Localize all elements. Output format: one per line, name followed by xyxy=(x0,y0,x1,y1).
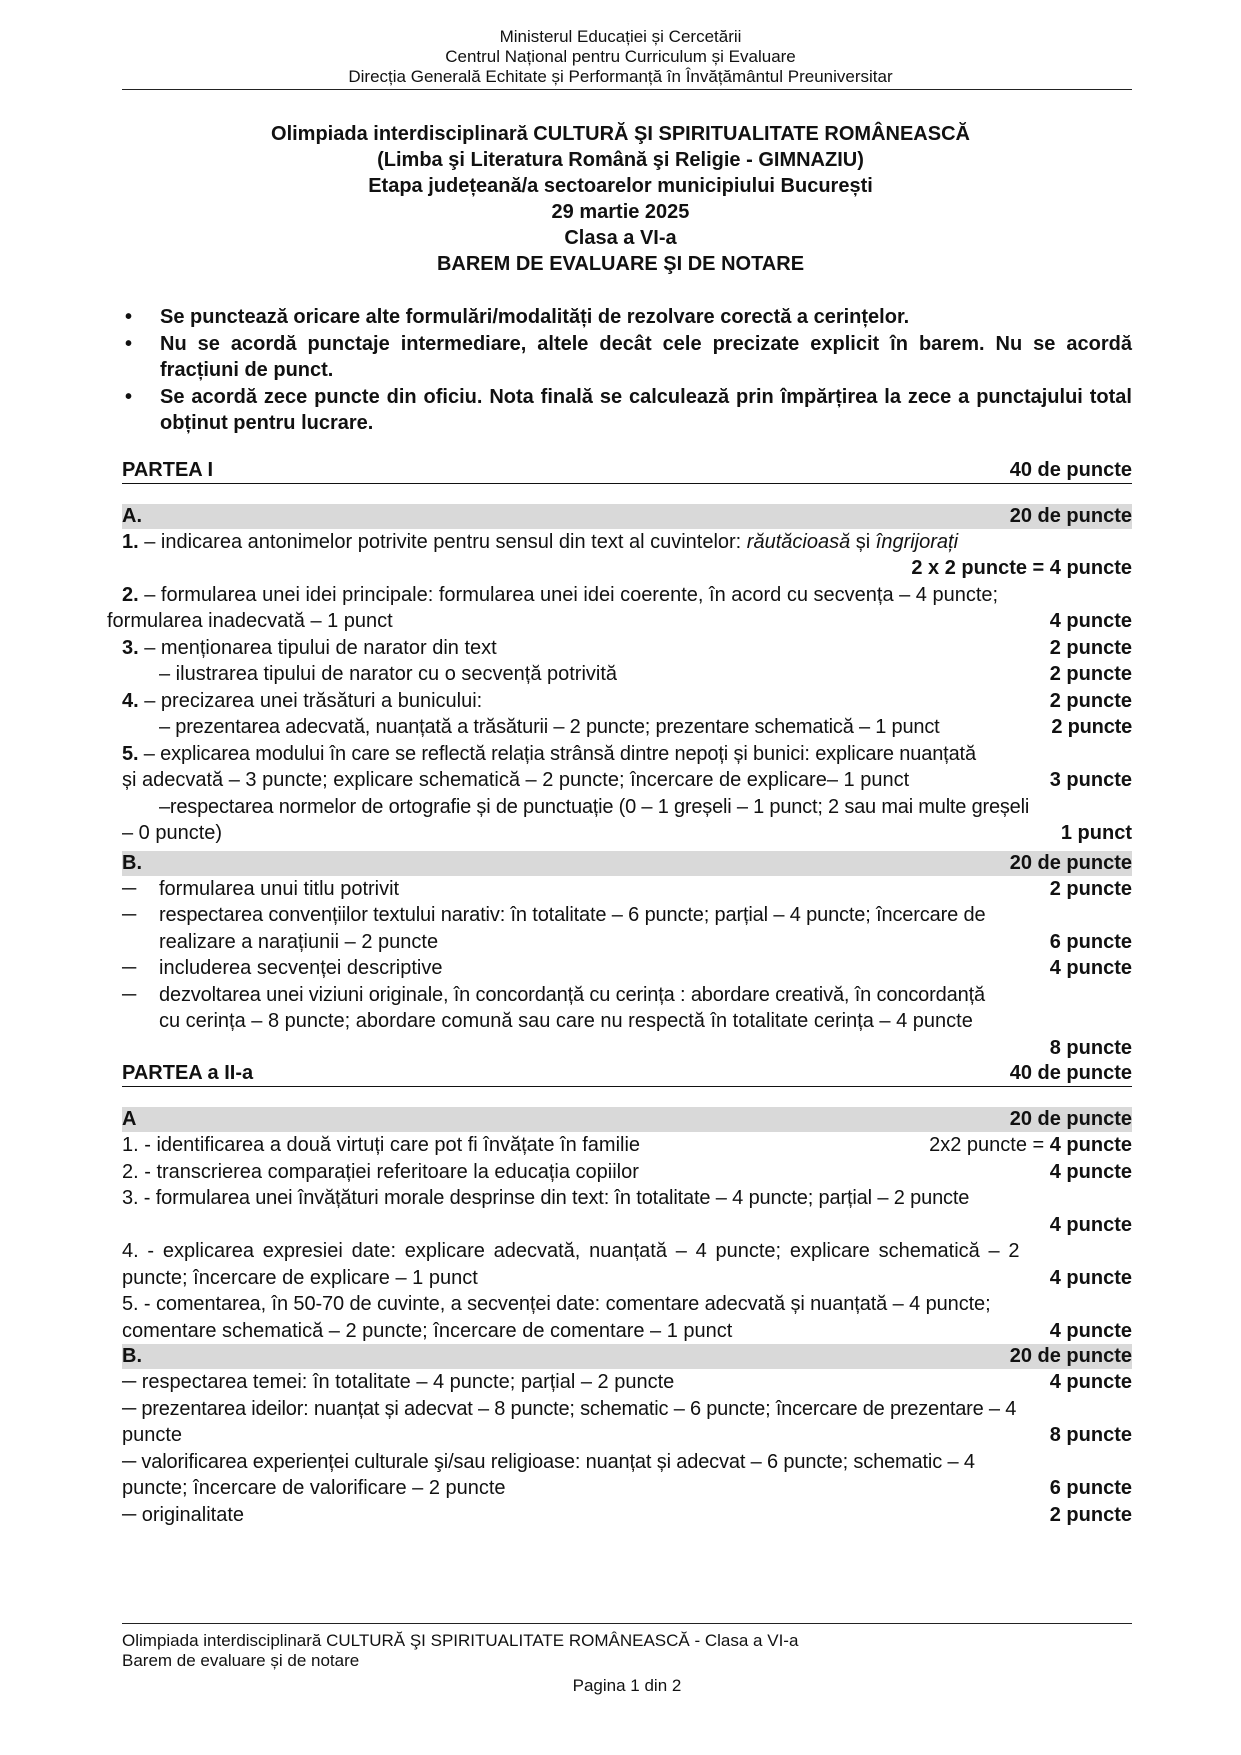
p1-a-item-3a: 3. – menționarea tipului de narator din text 2 puncte xyxy=(122,636,1132,659)
title-olympiad: Olimpiada interdisciplinară CULTURĂ ŞI SPIRITUALITATE ROMÂNEASCĂ xyxy=(271,123,970,145)
p1-a-item-5b-cont: – 0 puncte) 1 punct xyxy=(122,822,1132,844)
bullet-dot-icon: • xyxy=(125,332,133,355)
part-2-section-a-heading: A 20 de puncte xyxy=(122,1108,1132,1130)
p2-a-item-4: 4. - explicarea expresiei date: explicare adecvată, nuanțată – 4 puncte; explicare schematică – 2 xyxy=(122,1240,1020,1262)
p1-a-item-1-points: 2 x 2 puncte = 4 puncte xyxy=(911,557,1132,579)
p2-b-item-4: ─ originalitate 2 puncte xyxy=(122,1503,1132,1526)
title-subjects: (Limba şi Literatura Română şi Religie - GIMNAZIU) xyxy=(377,149,864,171)
footer-page-number: Pagina 1 din 2 xyxy=(572,1676,682,1695)
p1-b-item-4-cont: cu cerința – 8 puncte; abordare comună sau care nu respectă în totalitate cerința – 4 puncte xyxy=(159,1010,973,1032)
p2-b-item-3: ─ valorificarea experienței culturale şi/sau religioase: nuanțat și adecvat – 6 puncte; schematic – 4 xyxy=(122,1450,975,1473)
p1-a-item-3b: – ilustrarea tipului de narator cu o secvență potrivită 2 puncte xyxy=(159,663,1132,685)
p2-b-item-2: ─ prezentarea ideilor: nuanțat și adecvat – 8 puncte; schematic – 6 puncte; încercare de prezentare – 4 xyxy=(122,1397,1017,1420)
part-2-section-b-heading: B. 20 de puncte xyxy=(122,1345,1132,1367)
header-rule xyxy=(122,89,1132,90)
part-2-heading: PARTEA a II-a 40 de puncte xyxy=(122,1061,1132,1087)
p1-a-item-4a: 4. – precizarea unei trăsături a bunicului: 2 puncte xyxy=(122,689,1132,712)
p2-b-item-1: ─ respectarea temei: în totalitate – 4 puncte; parțial – 2 puncte 4 puncte xyxy=(122,1371,1132,1393)
p1-a-item-1: 1. – indicarea antonimelor potrivite pentru sensul din text al cuvintelor: răutăcioasă și îngrijorați xyxy=(122,530,959,553)
p2-b-item-2-cont: puncte 8 puncte xyxy=(122,1424,1132,1446)
title-barem: BAREM DE EVALUARE ŞI DE NOTARE xyxy=(436,253,805,275)
part-1-heading: PARTEA I 40 de puncte xyxy=(122,458,1132,484)
part-1-section-b-heading: B. 20 de puncte xyxy=(122,851,1132,874)
rule-bullet-3: • Se acordă zece puncte din oficiu. Nota finală se calculează prin împărțirea la zece a punctajului total obținut pentru lucrare. xyxy=(125,385,1132,434)
p1-a-item-2: 2. – formularea unei idei principale: formularea unei idei coerente, în acord cu secvența – 4 puncte; xyxy=(122,583,999,606)
p1-a-item-5-cont: și adecvată – 3 puncte; explicare schematică – 2 puncte; încercare de explicare– 1 punct 3 puncte xyxy=(122,769,1132,791)
footer-doc-type: Barem de evaluare și de notare xyxy=(122,1651,360,1670)
dash-icon: ─ xyxy=(122,957,137,979)
p1-b-item-3: ─ includerea secvenței descriptive 4 puncte xyxy=(122,955,1132,982)
dash-icon: ─ xyxy=(122,904,137,926)
footer-olympiad: Olimpiada interdisciplinară CULTURĂ ŞI SPIRITUALITATE ROMÂNEASCĂ - Clasa a VI-a xyxy=(122,1631,799,1650)
p2-a-item-4-cont: puncte; încercare de explicare – 1 punct 4 puncte xyxy=(122,1266,1132,1289)
main-content xyxy=(107,304,1132,1528)
p2-a-item-5-cont: comentare schematică – 2 puncte; încercare de comentare – 1 punct 4 puncte xyxy=(122,1319,1132,1342)
p2-a-item-2: 2. - transcrierea comparației referitoare la educația copiilor 4 puncte xyxy=(122,1160,1132,1183)
p1-b-item-1: ─ formularea unui titlu potrivit 2 puncte xyxy=(122,876,1132,903)
p1-b-item-2: ─ respectarea convențiilor textului narativ: în totalitate – 6 puncte; parțial – 4 puncte; încercare de xyxy=(122,902,1132,929)
p2-a-item-5: 5. - comentarea, în 50-70 de cuvinte, a secvenței date: comentare adecvată și nuanțată – 4 puncte; xyxy=(122,1293,991,1315)
p1-b-item-4-points: 8 puncte xyxy=(1049,1036,1132,1059)
title-date: 29 martie 2025 xyxy=(551,201,690,223)
p2-a-item-3-points: 4 puncte xyxy=(1049,1213,1132,1236)
title-grade: Clasa a VI-a xyxy=(564,227,677,249)
p1-b-item-2-cont: realizare a narațiunii – 2 puncte 6 puncte xyxy=(159,930,1132,953)
p2-a-item-3: 3. - formularea unei învățături morale desprinse din text: în totalitate – 4 puncte; parțial – 2 puncte xyxy=(122,1187,970,1209)
rule-bullet-2: • Nu se acordă punctaje intermediare, altele decât cele precizate explicit în barem. Nu se acordă fracțiuni de punct. xyxy=(125,332,1132,381)
part-1-section-a-heading: A. 20 de puncte xyxy=(122,504,1132,527)
p1-a-item-5b: –respectarea normelor de ortografie și de punctuație (0 – 1 greșeli – 1 punct; 2 sau mai multe greșeli xyxy=(159,795,1030,818)
footer-rule xyxy=(122,1623,1132,1624)
p1-a-item-4b: – prezentarea adecvată, nuanțată a trăsăturii – 2 puncte; prezentare schematică – 1 punct 2 puncte xyxy=(159,716,1132,738)
rule-bullet-1: • Se punctează oricare alte formulări/modalități de rezolvare corectă a cerințelor. xyxy=(122,304,1132,331)
p1-b-item-4: ─ dezvoltarea unei viziuni originale, în concordanță cu cerința : abordare creativă, în concordanță xyxy=(122,982,1132,1009)
title-stage: Etapa județeană/a sectoarelor municipiului București xyxy=(368,175,873,197)
p2-b-item-3-cont: puncte; încercare de valorificare – 2 puncte 6 puncte xyxy=(122,1477,1132,1499)
header-ministry: Ministerul Educației și Cercetării xyxy=(499,27,742,46)
p1-a-item-2-cont: formularea inadecvată – 1 punct 4 puncte xyxy=(107,610,1132,632)
dash-icon: ─ xyxy=(122,983,137,1006)
bullet-dot-icon: • xyxy=(125,306,133,328)
header-center: Centrul Național pentru Curriculum și Evaluare xyxy=(445,47,796,66)
p2-a-item-1: 1. - identificarea a două virtuți care pot fi învățate în familie 2x2 puncte = 4 puncte xyxy=(122,1134,1132,1156)
dash-icon: ─ xyxy=(122,877,137,900)
p1-a-item-5: 5. – explicarea modului în care se reflectă relația strânsă dintre nepoți și bunici: explicare nuanțată xyxy=(122,742,976,765)
bullet-dot-icon: • xyxy=(125,385,133,408)
header-directorate: Direcția Generală Echitate și Performanță în Învățământul Preuniversitar xyxy=(348,67,893,86)
